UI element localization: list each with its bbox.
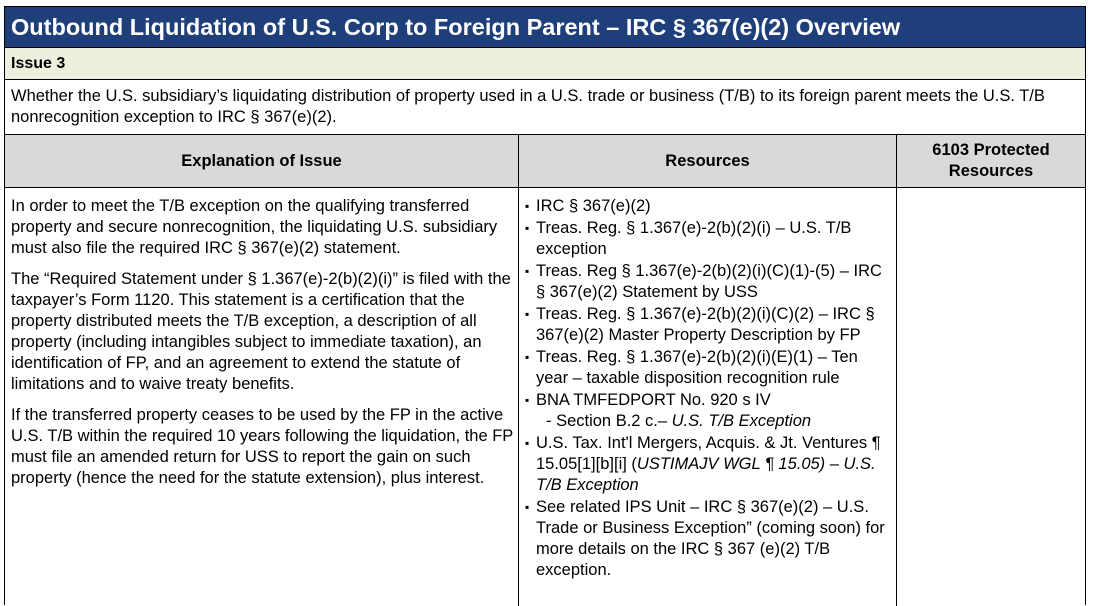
bullet-icon: ▪ xyxy=(525,221,530,235)
table-header-row xyxy=(5,135,1085,188)
resource-item xyxy=(525,261,892,303)
resource-text: IRC § 367(e)(2) xyxy=(536,197,651,215)
bullet-icon: ▪ xyxy=(525,350,530,364)
bna-section-text: - Section B.2 c.– xyxy=(546,412,672,430)
bullet-icon: ▪ xyxy=(525,199,530,213)
bullet-icon: ▪ xyxy=(525,436,530,450)
resource-item xyxy=(525,304,892,346)
mergers-italic: USTIMAJV WGL ¶ 15.05) – U.S. T/B Exception xyxy=(536,455,876,494)
header-explanation: Explanation of Issue xyxy=(181,151,342,170)
resource-item-bna xyxy=(525,390,892,432)
bna-line-2 xyxy=(536,411,892,432)
issue-description: Whether the U.S. subsidiary’s liquidating distribution of property used in a U.S. trade or business (T/B) to its foreign parent meets the U.S. T/B nonrecognition exception to IRC § 367(e)(2). xyxy=(5,80,1085,135)
resource-item-mergers xyxy=(525,433,892,496)
resources-list xyxy=(525,196,892,581)
ips-text: See related IPS Unit – IRC § 367(e)(2) – U.S. Trade or Business Exception” (coming soon) for more details on the IRC § 367 (e)(2) T/B exception. xyxy=(536,498,885,579)
resource-text: Treas. Reg. § 1.367(e)-2(b)(2)(i)(C)(2) – IRC § 367(e)(2) Master Property Description by FP xyxy=(536,305,875,344)
resource-item xyxy=(525,196,892,217)
resource-item xyxy=(525,218,892,260)
resources-cell xyxy=(518,188,896,606)
header-resources: Resources xyxy=(518,135,896,187)
page-title: Outbound Liquidation of U.S. Corp to Foreign Parent – IRC § 367(e)(2) Overview xyxy=(5,7,1085,48)
header-protected-resources: 6103 Protected Resources xyxy=(896,135,1085,187)
resource-text: Treas. Reg § 1.367(e)-2(b)(2)(i)(C)(1)-(5) – IRC § 367(e)(2) Statement by USS xyxy=(536,262,882,301)
explanation-cell xyxy=(5,188,518,606)
bullet-icon: ▪ xyxy=(525,264,530,278)
resource-item-ips xyxy=(525,497,892,581)
resource-item xyxy=(525,347,892,389)
mergers-text: U.S. Tax. Int'l Mergers, Acquis. & Jt. Ventures ¶ 15.05[1][b][i] ( xyxy=(536,434,881,473)
bna-section-italic: U.S. T/B Exception xyxy=(671,412,812,430)
resource-text: Treas. Reg. § 1.367(e)-2(b)(2)(i)(E)(1) – Ten year – taxable disposition recognition rule xyxy=(536,348,858,387)
explanation-paragraph: If the transferred property ceases to be used by the FP in the active U.S. T/B within the required 10 years following the liquidation, the FP must file an amended return for USS to report the gain on such property (hence the need for the statute extension), plus interest. xyxy=(11,406,514,487)
resource-text: Treas. Reg. § 1.367(e)-2(b)(2)(i) – U.S. T/B exception xyxy=(536,219,852,258)
document-frame xyxy=(4,6,1086,605)
protected-resources-cell xyxy=(896,188,1085,606)
explanation-paragraph: In order to meet the T/B exception on the qualifying transferred property and secure nonrecognition, the liquidating U.S. subsidiary must also file the required IRC § 367(e)(2) statement. xyxy=(11,197,498,257)
bna-line-1: BNA TMFEDPORT No. 920 s IV xyxy=(536,391,771,409)
bullet-icon: ▪ xyxy=(525,393,530,407)
bullet-icon: ▪ xyxy=(525,500,530,514)
issue-label: Issue 3 xyxy=(5,48,1085,80)
explanation-paragraph: The “Required Statement under § 1.367(e)-2(b)(2)(i)” is filed with the taxpayer’s Form 1120. This statement is a certification that the property distributed meets the T/B exception, a description of all property (including intangibles subject to immediate taxation), an identification of FP, and an agreement to extend the statute of limitations and to waive treaty benefits. xyxy=(11,270,511,393)
bullet-icon: ▪ xyxy=(525,307,530,321)
